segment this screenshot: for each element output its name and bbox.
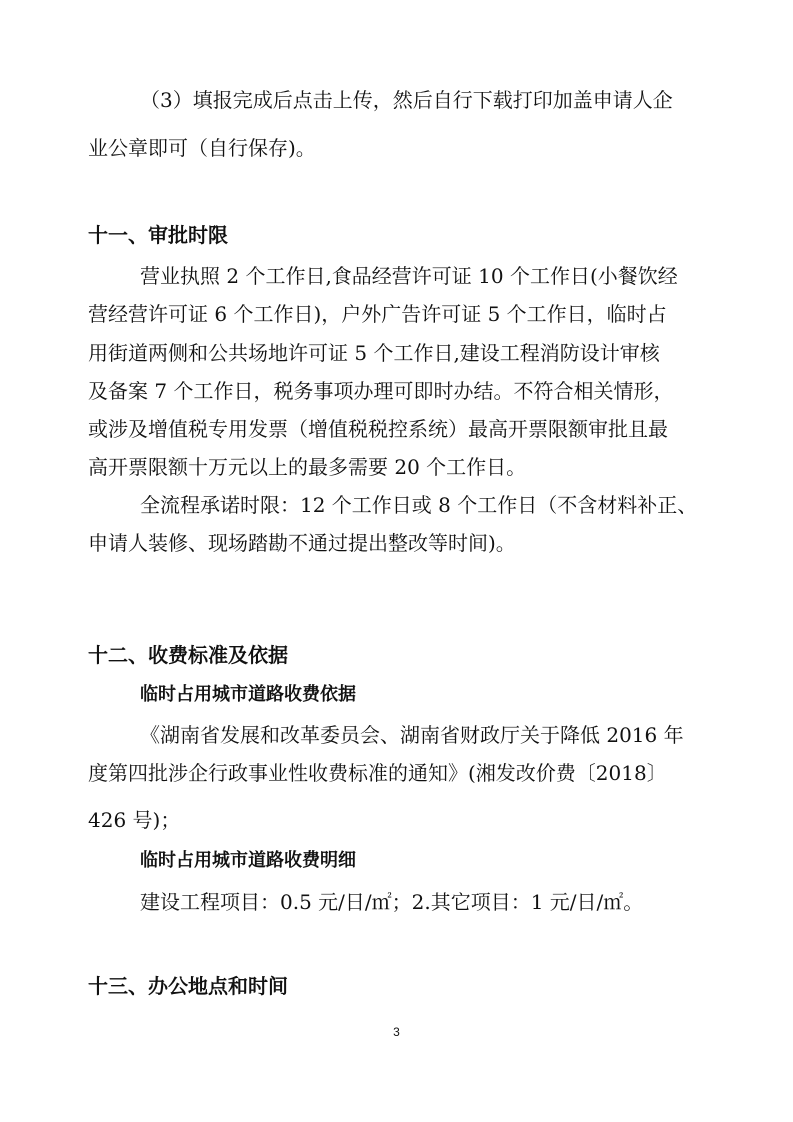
fee-basis-line: 度第四批涉企行政事业性收费标准的通知》(湘发改价费〔2018〕 [88, 761, 667, 785]
step3-line-1: （3）填报完成后点击上传，然后自行下载打印加盖申请人企 [140, 88, 673, 112]
fee-basis-line: 426 号)； [88, 808, 181, 832]
page-number: 3 [393, 1025, 400, 1039]
subheading-fee-basis: 临时占用城市道路收费依据 [140, 684, 356, 705]
step3-line-2: 业公章即可（自行保存)。 [88, 136, 316, 160]
section-heading-fees: 十二、收费标准及依据 [88, 643, 288, 667]
commitment-paragraph-line: 全流程承诺时限：12 个工作日或 8 个工作日（不含材料补正、 [140, 493, 698, 517]
fee-detail-line: 建设工程项目：0.5 元/日/㎡；2.其它项目：1 元/日/㎡。 [140, 890, 644, 914]
section-heading-office-location: 十三、办公地点和时间 [88, 974, 288, 998]
approval-paragraph-line: 或涉及增值税专用发票（增值税税控系统）最高开票限额审批且最 [88, 417, 668, 441]
approval-paragraph-line: 及备案 7 个工作日，税务事项办理可即时办结。不符合相关情形， [88, 379, 674, 403]
section-heading-approval-time: 十一、审批时限 [88, 223, 228, 247]
approval-paragraph-line: 用街道两侧和公共场地许可证 5 个工作日,建设工程消防设计审核 [88, 341, 660, 365]
fee-basis-line: 《湖南省发展和改革委员会、湖南省财政厅关于降低 2016 年 [140, 723, 684, 747]
commitment-paragraph-line: 申请人装修、现场踏勘不通过提出整改等时间)。 [88, 531, 516, 555]
approval-paragraph-line: 高开票限额十万元以上的最多需要 20 个工作日。 [88, 455, 527, 479]
approval-paragraph-line: 营经营许可证 6 个工作日)，户外广告许可证 5 个工作日，临时占 [88, 302, 667, 326]
approval-paragraph-line: 营业执照 2 个工作日,食品经营许可证 10 个工作日(小餐饮经 [140, 264, 678, 288]
subheading-fee-detail: 临时占用城市道路收费明细 [140, 850, 356, 871]
